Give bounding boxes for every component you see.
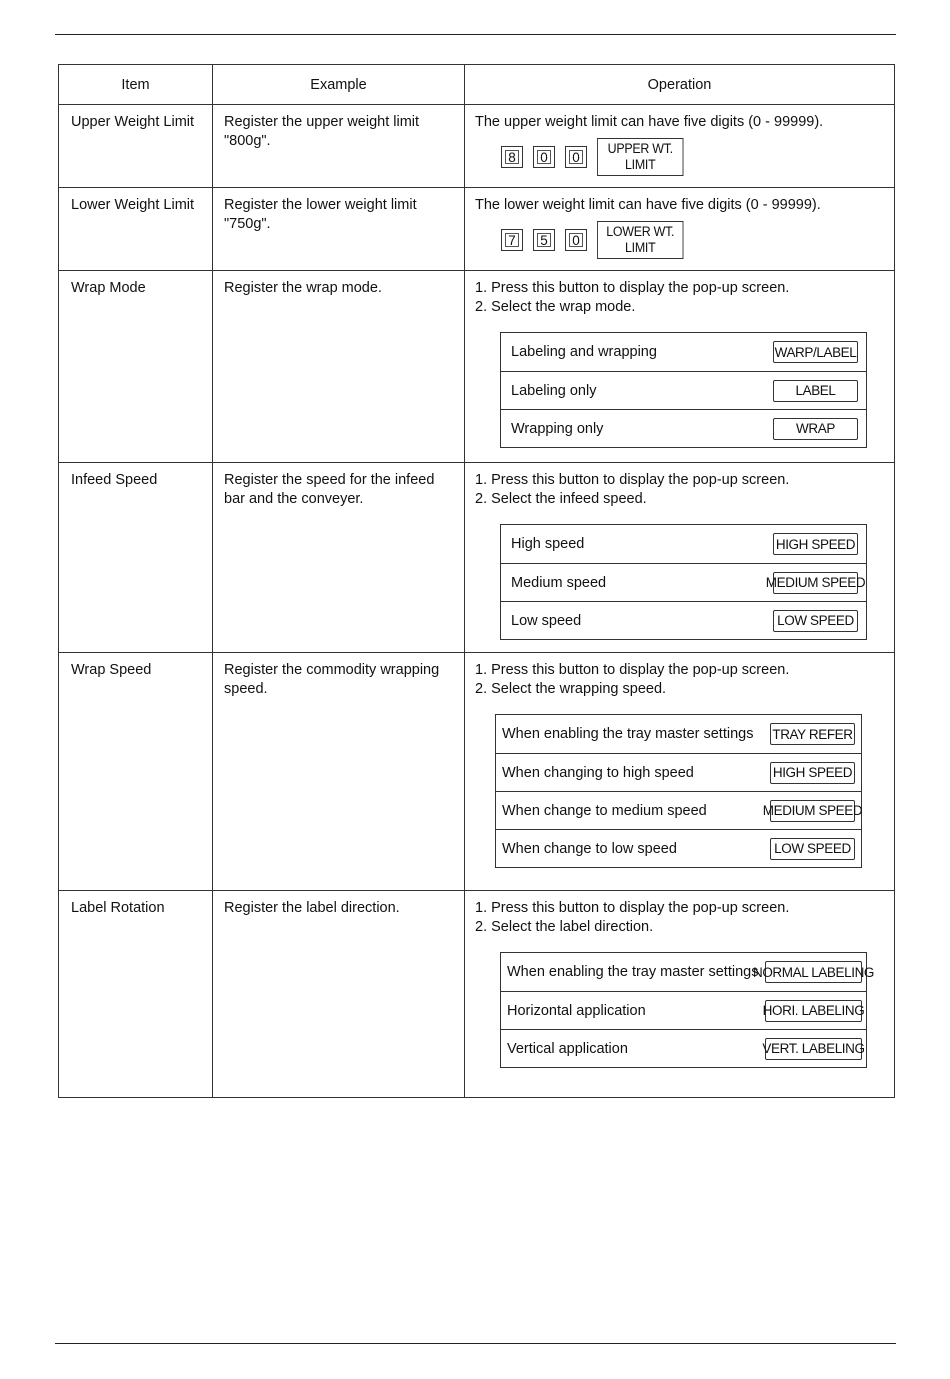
- numeric-key[interactable]: 7: [501, 229, 523, 251]
- low-speed-button[interactable]: LOW SPEED: [770, 838, 855, 860]
- popup-option: When changing to high speed HIGH SPEED: [496, 753, 861, 791]
- wrap-mode-popup: [500, 332, 867, 448]
- numeric-key[interactable]: 0: [565, 146, 587, 168]
- wrap-speed-popup: [495, 714, 862, 868]
- table-row: [59, 271, 895, 463]
- high-speed-button[interactable]: HIGH SPEED: [770, 762, 855, 784]
- upper-wt-limit-button[interactable]: UPPER WT. LIMIT: [597, 138, 683, 176]
- label-rotation-popup: [500, 952, 875, 1068]
- hori-labeling-button[interactable]: HORI. LABELING: [765, 1000, 862, 1022]
- numeric-key[interactable]: 0: [533, 146, 555, 168]
- item-name: Wrap Speed: [71, 662, 152, 678]
- popup-option: When change to medium speed MEDIUM SPEED: [496, 791, 861, 829]
- table-header-row: [59, 65, 895, 105]
- item-name: Infeed Speed: [71, 472, 158, 488]
- operation-steps: 1. Press this button to display the pop-up screen. 2. Select the wrap mode.: [475, 280, 790, 315]
- example-text: Register the label direction.: [224, 900, 400, 916]
- popup-option: Labeling only LABEL: [501, 371, 866, 409]
- footer-rule: [55, 1343, 896, 1344]
- operation-text: The upper weight limit can have five digits (0 - 99999).: [475, 114, 824, 130]
- popup-option: When change to low speed LOW SPEED: [496, 829, 861, 867]
- warp-label-button[interactable]: WARP/LABEL: [773, 341, 858, 363]
- table-row: [59, 653, 895, 891]
- settings-table: [58, 64, 895, 1098]
- item-name: Label Rotation: [71, 900, 165, 916]
- tray-refer-button[interactable]: TRAY REFER: [770, 723, 855, 745]
- popup-option: Wrapping only WRAP: [501, 409, 866, 447]
- table-row: [59, 463, 895, 653]
- popup-option: Labeling and wrapping WARP/LABEL: [501, 333, 866, 371]
- numeric-key[interactable]: 5: [533, 229, 555, 251]
- item-name: Wrap Mode: [71, 280, 146, 296]
- header-rule: [55, 34, 896, 35]
- operation-steps: 1. Press this button to display the pop-up screen. 2. Select the label direction.: [475, 900, 790, 935]
- example-text: Register the commodity wrapping speed.: [224, 662, 440, 697]
- operation-steps: 1. Press this button to display the pop-up screen. 2. Select the wrapping speed.: [475, 662, 790, 697]
- item-name: Lower Weight Limit: [71, 197, 195, 213]
- key-sequence: [501, 221, 884, 259]
- table-row: [59, 188, 895, 271]
- table-row: [59, 105, 895, 188]
- popup-option: Horizontal application HORI. LABELING: [501, 991, 866, 1029]
- key-sequence: [501, 138, 884, 176]
- popup-option: Low speed LOW SPEED: [501, 601, 866, 639]
- medium-speed-button[interactable]: MEDIUM SPEED: [773, 572, 858, 594]
- item-name: Upper Weight Limit: [71, 114, 195, 130]
- example-text: Register the upper weight limit "800g".: [224, 114, 420, 149]
- infeed-speed-popup: [500, 524, 867, 640]
- example-text: Register the lower weight limit "750g".: [224, 197, 417, 232]
- operation-steps: 1. Press this button to display the pop-up screen. 2. Select the infeed speed.: [475, 472, 790, 507]
- operation-text: The lower weight limit can have five digits (0 - 99999).: [475, 197, 821, 213]
- wrap-button[interactable]: WRAP: [773, 418, 858, 440]
- medium-speed-button[interactable]: MEDIUM SPEED: [770, 800, 855, 822]
- high-speed-button[interactable]: HIGH SPEED: [773, 533, 858, 555]
- popup-option: Medium speed MEDIUM SPEED: [501, 563, 866, 601]
- table-row: [59, 891, 895, 1098]
- header-item: Item: [59, 65, 213, 105]
- example-text: Register the speed for the infeed bar and the conveyer.: [224, 472, 435, 507]
- header-example: Example: [213, 65, 465, 105]
- popup-option: When enabling the tray master settings TRAY REFER: [496, 715, 861, 753]
- numeric-key[interactable]: 0: [565, 229, 587, 251]
- label-button[interactable]: LABEL: [773, 380, 858, 402]
- low-speed-button[interactable]: LOW SPEED: [773, 610, 858, 632]
- popup-option: When enabling the tray master settings NORMAL LABELING: [501, 953, 866, 991]
- popup-option: Vertical application VERT. LABELING: [501, 1029, 866, 1067]
- header-operation: Operation: [465, 65, 895, 105]
- normal-labeling-button[interactable]: NORMAL LABELING: [765, 961, 862, 983]
- example-text: Register the wrap mode.: [224, 280, 382, 296]
- vert-labeling-button[interactable]: VERT. LABELING: [765, 1038, 862, 1060]
- lower-wt-limit-button[interactable]: LOWER WT. LIMIT: [597, 221, 683, 259]
- popup-option: High speed HIGH SPEED: [501, 525, 866, 563]
- numeric-key[interactable]: 8: [501, 146, 523, 168]
